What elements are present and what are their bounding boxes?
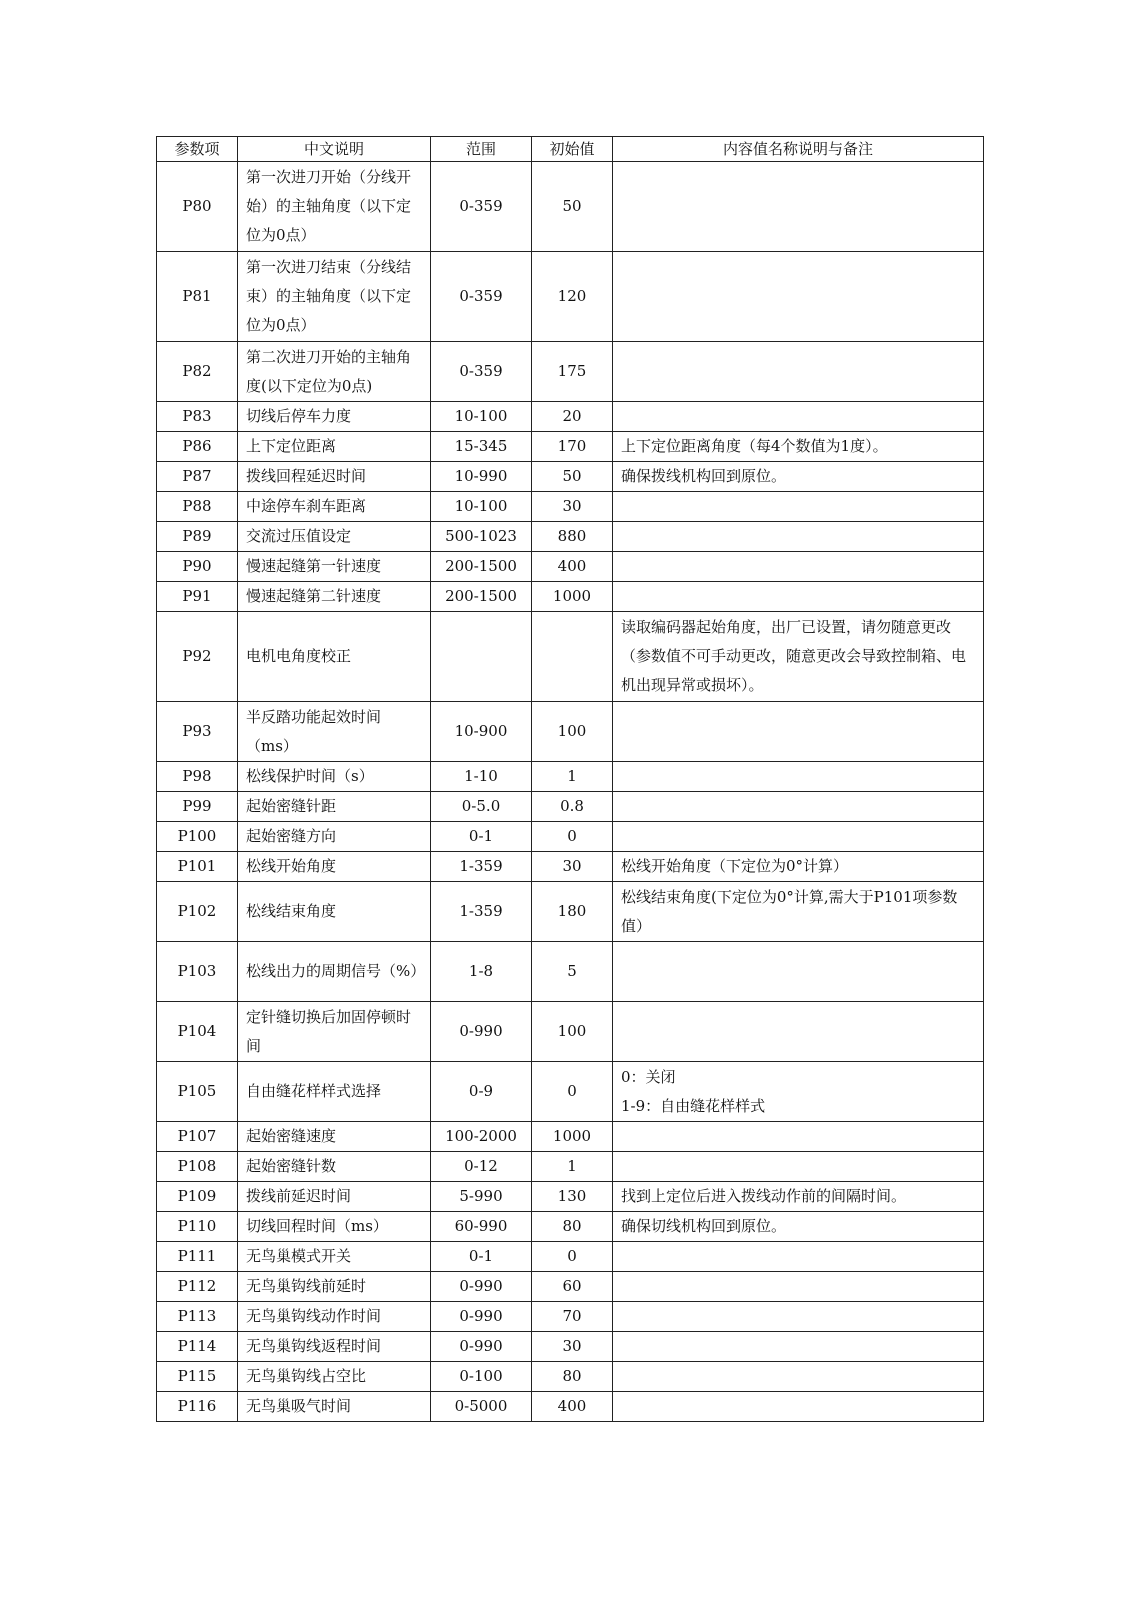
description-cell: 松线开始角度 xyxy=(238,852,431,882)
table-row xyxy=(157,612,984,702)
param-id-cell: P110 xyxy=(157,1212,238,1242)
header-initial-value: 初始值 xyxy=(532,137,613,162)
table-row xyxy=(157,342,984,402)
note-line: 找到上定位后进入拨线动作前的间隔时间。 xyxy=(621,1187,907,1205)
notes-cell xyxy=(613,1212,984,1242)
table-row xyxy=(157,1362,984,1392)
initial-value-cell: 1 xyxy=(532,762,613,792)
description-cell: 切线后停车力度 xyxy=(238,402,431,432)
description-cell: 拨线回程延迟时间 xyxy=(238,462,431,492)
description-cell: 第一次进刀结束（分线结束）的主轴角度（以下定位为0点） xyxy=(238,252,431,342)
table-row xyxy=(157,942,984,1002)
param-id-cell: P81 xyxy=(157,252,238,342)
notes-cell xyxy=(613,522,984,552)
table-row xyxy=(157,852,984,882)
param-id-cell: P91 xyxy=(157,582,238,612)
notes-cell xyxy=(613,702,984,762)
param-id-cell: P92 xyxy=(157,612,238,702)
initial-value-cell: 130 xyxy=(532,1182,613,1212)
table-row xyxy=(157,402,984,432)
description-cell: 无鸟巢钩线占空比 xyxy=(238,1362,431,1392)
parameter-table xyxy=(156,136,984,1422)
table-row xyxy=(157,1152,984,1182)
table-row xyxy=(157,1182,984,1212)
initial-value-cell: 1000 xyxy=(532,1122,613,1152)
table-row xyxy=(157,1242,984,1272)
range-cell: 200-1500 xyxy=(431,552,532,582)
initial-value-cell: 30 xyxy=(532,852,613,882)
table-row xyxy=(157,162,984,252)
note-line: 松线开始角度（下定位为0°计算） xyxy=(621,857,849,875)
param-id-cell: P113 xyxy=(157,1302,238,1332)
notes-cell xyxy=(613,1242,984,1272)
notes-cell xyxy=(613,162,984,252)
table-row xyxy=(157,1332,984,1362)
notes-cell xyxy=(613,342,984,402)
description-cell: 中途停车刹车距离 xyxy=(238,492,431,522)
description-cell: 起始密缝方向 xyxy=(238,822,431,852)
notes-cell xyxy=(613,1302,984,1332)
notes-cell xyxy=(613,1062,984,1122)
description-cell: 无鸟巢吸气时间 xyxy=(238,1392,431,1422)
param-id-cell: P112 xyxy=(157,1272,238,1302)
notes-cell xyxy=(613,252,984,342)
param-id-cell: P86 xyxy=(157,432,238,462)
initial-value-cell: 20 xyxy=(532,402,613,432)
description-cell: 第二次进刀开始的主轴角度(以下定位为0点) xyxy=(238,342,431,402)
param-id-cell: P108 xyxy=(157,1152,238,1182)
initial-value-cell xyxy=(532,612,613,702)
description-cell: 定针缝切换后加固停顿时间 xyxy=(238,1002,431,1062)
note-line: 上下定位距离角度（每4个数值为1度）。 xyxy=(621,437,888,455)
initial-value-cell: 50 xyxy=(532,462,613,492)
notes-cell xyxy=(613,582,984,612)
notes-cell xyxy=(613,1272,984,1302)
notes-cell xyxy=(613,462,984,492)
description-cell: 上下定位距离 xyxy=(238,432,431,462)
param-id-cell: P89 xyxy=(157,522,238,552)
header-description: 中文说明 xyxy=(238,137,431,162)
note-line: 确保拨线机构回到原位。 xyxy=(621,467,787,485)
range-cell: 200-1500 xyxy=(431,582,532,612)
table-row xyxy=(157,762,984,792)
description-cell: 无鸟巢模式开关 xyxy=(238,1242,431,1272)
range-cell: 100-2000 xyxy=(431,1122,532,1152)
range-cell: 1-359 xyxy=(431,882,532,942)
param-id-cell: P93 xyxy=(157,702,238,762)
param-id-cell: P98 xyxy=(157,762,238,792)
range-cell: 0-12 xyxy=(431,1152,532,1182)
initial-value-cell: 30 xyxy=(532,1332,613,1362)
notes-cell xyxy=(613,552,984,582)
param-id-cell: P99 xyxy=(157,792,238,822)
notes-cell xyxy=(613,432,984,462)
description-cell: 松线出力的周期信号（%） xyxy=(238,942,431,1002)
table-row xyxy=(157,1002,984,1062)
note-line: 读取编码器起始角度，出厂已设置，请勿随意更改（参数值不可手动更改，随意更改会导致控制箱、电机出现异常或损坏）。 xyxy=(621,618,967,694)
description-cell: 松线保护时间（s） xyxy=(238,762,431,792)
table-row xyxy=(157,432,984,462)
description-cell: 慢速起缝第二针速度 xyxy=(238,582,431,612)
param-id-cell: P82 xyxy=(157,342,238,402)
range-cell: 0-990 xyxy=(431,1332,532,1362)
note-line: 松线结束角度(下定位为0°计算,需大于P101项参数值） xyxy=(621,887,958,935)
range-cell: 0-5000 xyxy=(431,1392,532,1422)
table-row xyxy=(157,882,984,942)
table-row xyxy=(157,1062,984,1122)
param-id-cell: P105 xyxy=(157,1062,238,1122)
initial-value-cell: 0.8 xyxy=(532,792,613,822)
param-id-cell: P103 xyxy=(157,942,238,1002)
description-cell: 松线结束角度 xyxy=(238,882,431,942)
description-cell: 自由缝花样样式选择 xyxy=(238,1062,431,1122)
initial-value-cell: 80 xyxy=(532,1212,613,1242)
description-cell: 无鸟巢钩线前延时 xyxy=(238,1272,431,1302)
initial-value-cell: 170 xyxy=(532,432,613,462)
initial-value-cell: 100 xyxy=(532,1002,613,1062)
description-cell: 起始密缝针距 xyxy=(238,792,431,822)
initial-value-cell: 70 xyxy=(532,1302,613,1332)
notes-cell xyxy=(613,402,984,432)
range-cell: 0-990 xyxy=(431,1302,532,1332)
description-cell: 交流过压值设定 xyxy=(238,522,431,552)
note-line: 0：关闭 xyxy=(621,1067,676,1086)
description-cell: 切线回程时间（ms） xyxy=(238,1212,431,1242)
initial-value-cell: 400 xyxy=(532,552,613,582)
table-row xyxy=(157,822,984,852)
range-cell: 60-990 xyxy=(431,1212,532,1242)
header-notes: 内容值名称说明与备注 xyxy=(613,137,984,162)
range-cell: 0-359 xyxy=(431,162,532,252)
range-cell: 500-1023 xyxy=(431,522,532,552)
initial-value-cell: 400 xyxy=(532,1392,613,1422)
range-cell: 10-990 xyxy=(431,462,532,492)
notes-cell xyxy=(613,612,984,702)
range-cell: 0-1 xyxy=(431,1242,532,1272)
table-row xyxy=(157,1302,984,1332)
range-cell: 0-359 xyxy=(431,252,532,342)
range-cell: 10-900 xyxy=(431,702,532,762)
initial-value-cell: 1 xyxy=(532,1152,613,1182)
description-cell: 慢速起缝第一针速度 xyxy=(238,552,431,582)
notes-cell xyxy=(613,1332,984,1362)
notes-cell xyxy=(613,1002,984,1062)
initial-value-cell: 30 xyxy=(532,492,613,522)
range-cell: 1-359 xyxy=(431,852,532,882)
initial-value-cell: 0 xyxy=(532,822,613,852)
table-row xyxy=(157,252,984,342)
table-row xyxy=(157,702,984,762)
notes-cell xyxy=(613,1182,984,1212)
initial-value-cell: 5 xyxy=(532,942,613,1002)
description-cell: 起始密缝针数 xyxy=(238,1152,431,1182)
notes-cell xyxy=(613,942,984,1002)
header-param-id: 参数项 xyxy=(157,137,238,162)
param-id-cell: P87 xyxy=(157,462,238,492)
initial-value-cell: 120 xyxy=(532,252,613,342)
range-cell: 0-5.0 xyxy=(431,792,532,822)
description-cell: 拨线前延迟时间 xyxy=(238,1182,431,1212)
table-row xyxy=(157,492,984,522)
notes-cell xyxy=(613,822,984,852)
range-cell: 0-100 xyxy=(431,1362,532,1392)
table-row xyxy=(157,552,984,582)
notes-cell xyxy=(613,1152,984,1182)
note-line: 1-9：自由缝花样样式 xyxy=(621,1096,766,1115)
notes-cell xyxy=(613,1362,984,1392)
initial-value-cell: 60 xyxy=(532,1272,613,1302)
notes-cell xyxy=(613,852,984,882)
initial-value-cell: 0 xyxy=(532,1062,613,1122)
initial-value-cell: 180 xyxy=(532,882,613,942)
range-cell xyxy=(431,612,532,702)
param-id-cell: P88 xyxy=(157,492,238,522)
param-id-cell: P80 xyxy=(157,162,238,252)
range-cell: 1-10 xyxy=(431,762,532,792)
description-cell: 起始密缝速度 xyxy=(238,1122,431,1152)
description-cell: 第一次进刀开始（分线开始）的主轴角度（以下定位为0点） xyxy=(238,162,431,252)
notes-cell xyxy=(613,492,984,522)
param-id-cell: P102 xyxy=(157,882,238,942)
param-id-cell: P114 xyxy=(157,1332,238,1362)
range-cell: 10-100 xyxy=(431,402,532,432)
param-id-cell: P101 xyxy=(157,852,238,882)
table-row xyxy=(157,462,984,492)
initial-value-cell: 0 xyxy=(532,1242,613,1272)
description-cell: 无鸟巢钩线返程时间 xyxy=(238,1332,431,1362)
param-id-cell: P115 xyxy=(157,1362,238,1392)
table-row xyxy=(157,582,984,612)
table-header-row xyxy=(157,137,984,162)
note-line: 确保切线机构回到原位。 xyxy=(621,1217,787,1235)
initial-value-cell: 1000 xyxy=(532,582,613,612)
initial-value-cell: 50 xyxy=(532,162,613,252)
param-id-cell: P90 xyxy=(157,552,238,582)
description-cell: 电机电角度校正 xyxy=(238,612,431,702)
notes-cell xyxy=(613,792,984,822)
range-cell: 5-990 xyxy=(431,1182,532,1212)
initial-value-cell: 80 xyxy=(532,1362,613,1392)
param-id-cell: P100 xyxy=(157,822,238,852)
table-row xyxy=(157,1212,984,1242)
header-range: 范围 xyxy=(431,137,532,162)
range-cell: 0-1 xyxy=(431,822,532,852)
range-cell: 15-345 xyxy=(431,432,532,462)
table-row xyxy=(157,792,984,822)
description-cell: 半反踏功能起效时间（ms） xyxy=(238,702,431,762)
table-row xyxy=(157,1272,984,1302)
initial-value-cell: 100 xyxy=(532,702,613,762)
param-id-cell: P109 xyxy=(157,1182,238,1212)
table-row xyxy=(157,1392,984,1422)
range-cell: 0-990 xyxy=(431,1002,532,1062)
param-id-cell: P116 xyxy=(157,1392,238,1422)
range-cell: 1-8 xyxy=(431,942,532,1002)
param-id-cell: P104 xyxy=(157,1002,238,1062)
param-id-cell: P107 xyxy=(157,1122,238,1152)
initial-value-cell: 175 xyxy=(532,342,613,402)
range-cell: 10-100 xyxy=(431,492,532,522)
range-cell: 0-9 xyxy=(431,1062,532,1122)
notes-cell xyxy=(613,762,984,792)
notes-cell xyxy=(613,1122,984,1152)
description-cell: 无鸟巢钩线动作时间 xyxy=(238,1302,431,1332)
param-id-cell: P83 xyxy=(157,402,238,432)
range-cell: 0-990 xyxy=(431,1272,532,1302)
notes-cell xyxy=(613,882,984,942)
table-row xyxy=(157,522,984,552)
range-cell: 0-359 xyxy=(431,342,532,402)
initial-value-cell: 880 xyxy=(532,522,613,552)
notes-cell xyxy=(613,1392,984,1422)
param-id-cell: P111 xyxy=(157,1242,238,1272)
table-row xyxy=(157,1122,984,1152)
